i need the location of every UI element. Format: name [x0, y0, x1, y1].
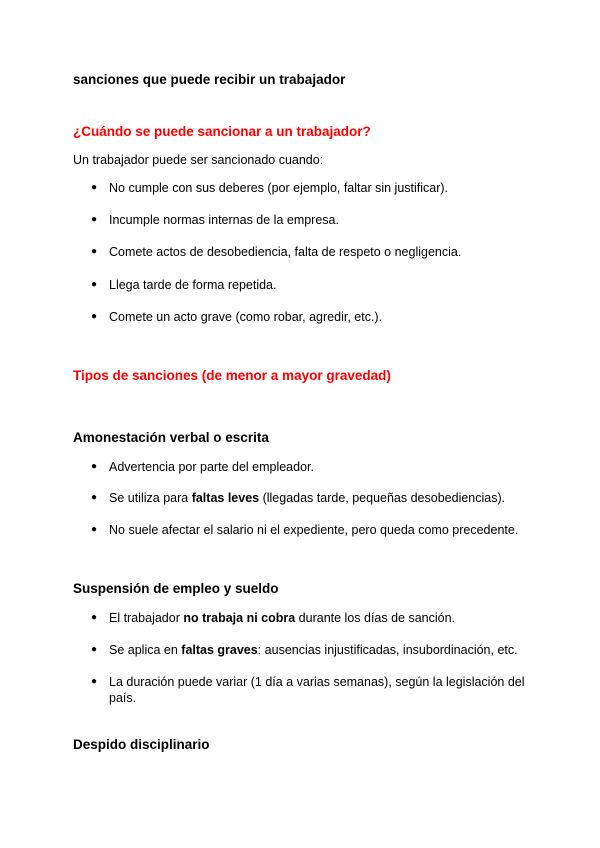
list-item-text: Comete un acto grave (como robar, agredir, etc.). — [109, 310, 383, 324]
subheading-despido: Despido disciplinario — [73, 737, 210, 752]
list-item-text: Se utiliza para faltas leves (llegadas tarde, pequeñas desobediencias). — [109, 491, 506, 505]
list-item — [91, 610, 531, 626]
list-item-text: Se aplica en faltas graves: ausencias injustificadas, insubordinación, etc. — [109, 643, 518, 657]
bullet-icon: ● — [91, 644, 98, 655]
bullet-icon: ● — [91, 676, 98, 687]
list-item — [91, 309, 531, 325]
bullet-icon: ● — [91, 612, 98, 623]
section-intro: Un trabajador puede ser sancionado cuando: — [73, 153, 324, 167]
list-item — [91, 277, 531, 293]
list-item-text: Incumple normas internas de la empresa. — [109, 213, 339, 227]
list-item-text: Advertencia por parte del empleador. — [109, 460, 314, 474]
subheading-amonestacion: Amonestación verbal o escrita — [73, 430, 269, 445]
list-item — [91, 642, 531, 658]
list-item-text: Llega tarde de forma repetida. — [109, 278, 277, 292]
list-item — [91, 674, 531, 706]
list-item-text: La duración puede variar (1 día a varias semanas), según la legislación del país. — [109, 675, 525, 705]
bullet-icon: ● — [91, 311, 98, 322]
section-heading-cuando: ¿Cuándo se puede sancionar a un trabajador? — [73, 124, 371, 139]
bullet-icon: ● — [91, 214, 98, 225]
bullet-icon: ● — [91, 182, 98, 193]
bullet-icon: ● — [91, 279, 98, 290]
subheading-suspension: Suspensión de empleo y sueldo — [73, 581, 279, 596]
bullet-icon: ● — [91, 492, 98, 503]
section-heading-tipos: Tipos de sanciones (de menor a mayor gravedad) — [73, 368, 391, 383]
list-item — [91, 212, 531, 228]
list-item — [91, 180, 531, 196]
list-item-text: No cumple con sus deberes (por ejemplo, faltar sin justificar). — [109, 181, 449, 195]
list-item — [91, 459, 531, 475]
bullet-icon: ● — [91, 246, 98, 257]
list-item — [91, 490, 531, 506]
list-item-text: No suele afectar el salario ni el expediente, pero queda como precedente. — [109, 523, 519, 537]
bullet-icon: ● — [91, 524, 98, 535]
bullet-icon: ● — [91, 461, 98, 472]
document-title: sanciones que puede recibir un trabajador — [73, 72, 346, 87]
list-item — [91, 244, 531, 260]
list-item — [91, 522, 531, 538]
list-item-text: Comete actos de desobediencia, falta de respeto o negligencia. — [109, 245, 462, 259]
list-item-text: El trabajador no trabaja ni cobra durante los días de sanción. — [109, 611, 456, 625]
